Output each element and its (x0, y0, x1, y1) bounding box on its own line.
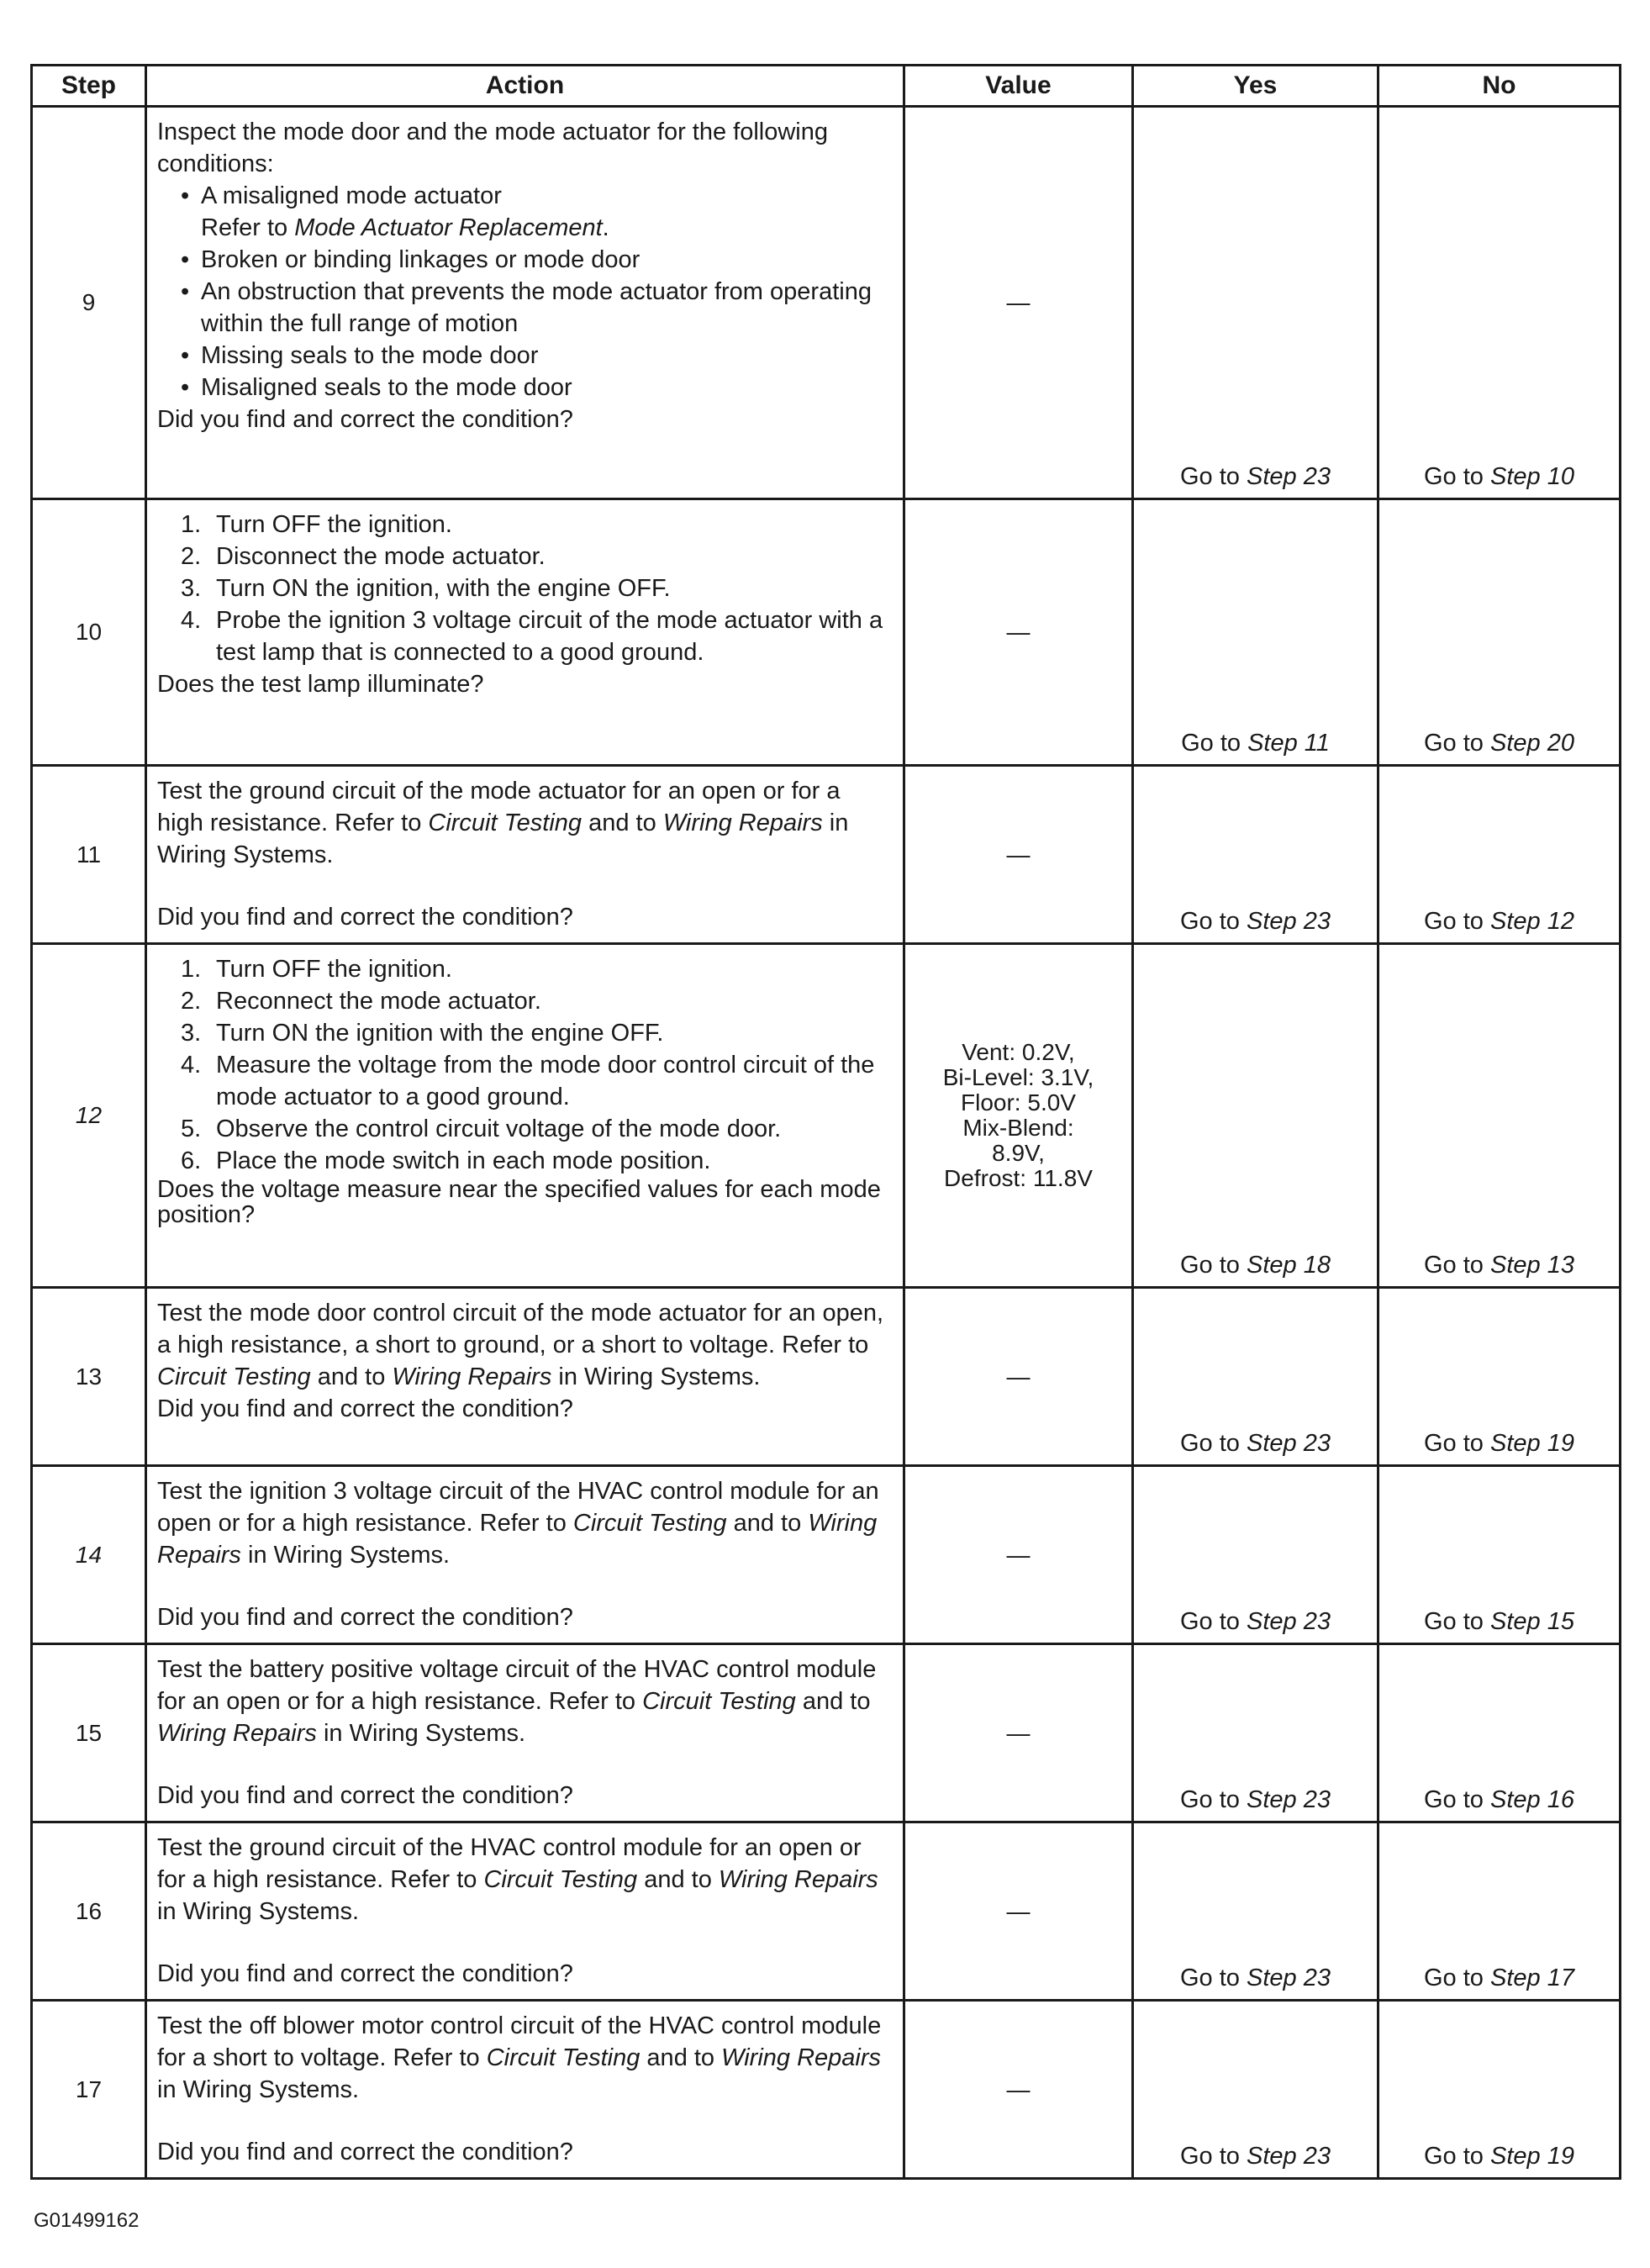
value-text: — (1006, 1897, 1031, 1924)
yes-cell: Go to Step 23 (1133, 1644, 1379, 1822)
list-item: 5. Observe the control circuit voltage of the mode door. (181, 1116, 782, 1142)
figure-code: G01499162 (34, 2209, 140, 2232)
no-cell: Go to Step 17 (1379, 1822, 1621, 2001)
value-cell (904, 1822, 1133, 2001)
procedure-list (157, 509, 893, 668)
list-item: • Broken or binding linkages or mode door (157, 244, 893, 276)
no-step-link: Step 19 (1490, 1430, 1574, 1457)
header-no: No (1379, 66, 1621, 107)
yes-cell: Go to Step 23 (1133, 107, 1379, 499)
spec-value-line: 8.9V, (992, 1140, 1045, 1166)
question-text: Did you find and correct the condition? (157, 2139, 573, 2165)
table-row (32, 1644, 1621, 1822)
list-item: 3. Turn ON the ignition, with the engine OFF. (181, 575, 671, 602)
spec-value-line: Bi-Level: 3.1V, (942, 1064, 1094, 1090)
yes-step-link: Step 23 (1247, 1786, 1331, 1813)
no-cell: Go to Step 10 (1379, 107, 1621, 499)
value-cell (904, 107, 1133, 499)
header-action: Action (146, 66, 904, 107)
no-step-link: Step 13 (1490, 1252, 1574, 1279)
header-yes: Yes (1133, 66, 1379, 107)
question-text: Does the voltage measure near the specified values for each mode position? (157, 1176, 881, 1228)
action-text: Test the ground circuit of the mode actuator for an open or for a high resistance. Refer to Circuit Testing and to Wiring Repairs in Wiring Systems. (157, 778, 849, 868)
question-text: Did you find and correct the condition? (157, 1960, 573, 1987)
action-cell (146, 1822, 904, 2001)
action-cell (146, 499, 904, 766)
question-text: Does the test lamp illuminate? (157, 671, 484, 698)
value-cell (904, 499, 1133, 766)
yes-step-link: Step 23 (1247, 2143, 1331, 2170)
no-cell: Go to Step 19 (1379, 2001, 1621, 2179)
table-row (32, 499, 1621, 766)
question-text: Did you find and correct the condition? (157, 406, 573, 433)
list-item: 1. Turn OFF the ignition. (181, 956, 452, 983)
action-text: Test the mode door control circuit of the mode actuator for an open, a high resistance, a short to ground, or a short to voltage. Refer to Circuit Testing and to Wiring Repairs in Wiring Systems. (157, 1300, 884, 1390)
list-item: 2. Disconnect the mode actuator. (181, 543, 546, 570)
no-step-link: Step 10 (1490, 463, 1574, 490)
action-text: Test the off blower motor control circuit of the HVAC control module for a short to voltage. Refer to Circuit Testing and to Wiring Repairs in Wiring Systems. (157, 2012, 882, 2103)
list-item: 3. Turn ON the ignition with the engine OFF. (181, 1020, 664, 1047)
no-step-link: Step 12 (1490, 908, 1574, 935)
yes-cell: Go to Step 23 (1133, 2001, 1379, 2179)
table-row (32, 944, 1621, 1288)
step-number: 10 (32, 499, 146, 766)
step-number: 12 (32, 944, 146, 1288)
yes-step-link: Step 23 (1247, 908, 1331, 935)
action-cell (146, 2001, 904, 2179)
list-item-reference: Refer to Mode Actuator Replacement. (201, 214, 609, 241)
action-cell (146, 1644, 904, 1822)
value-cell (904, 2001, 1133, 2179)
yes-step-link: Step 23 (1247, 1608, 1331, 1635)
spec-value-line: Floor: 5.0V (961, 1089, 1076, 1116)
no-cell: Go to Step 15 (1379, 1466, 1621, 1644)
yes-cell: Go to Step 23 (1133, 1822, 1379, 2001)
action-cell (146, 107, 904, 499)
yes-cell: Go to Step 23 (1133, 766, 1379, 944)
spec-value-line: Vent: 0.2V, (962, 1039, 1075, 1065)
list-item: 1. Turn OFF the ignition. (181, 511, 452, 538)
no-cell: Go to Step 12 (1379, 766, 1621, 944)
table-row (32, 2001, 1621, 2179)
step-number: 11 (32, 766, 146, 944)
header-row (32, 66, 1621, 107)
step-number: 17 (32, 2001, 146, 2179)
value-text: — (1006, 1541, 1031, 1568)
question-text: Did you find and correct the condition? (157, 904, 573, 931)
no-cell: Go to Step 13 (1379, 944, 1621, 1288)
table-row (32, 1466, 1621, 1644)
no-cell: Go to Step 16 (1379, 1644, 1621, 1822)
question-text: Did you find and correct the condition? (157, 1782, 573, 1809)
no-cell: Go to Step 20 (1379, 499, 1621, 766)
step-number: 14 (32, 1466, 146, 1644)
yes-cell: Go to Step 18 (1133, 944, 1379, 1288)
table-row (32, 766, 1621, 944)
value-cell (904, 766, 1133, 944)
action-text: Test the battery positive voltage circuit of the HVAC control module for an open or for a high resistance. Refer to Circuit Testing and to Wiring Repairs in Wiring Systems. (157, 1656, 877, 1747)
reference-link: Mode Actuator Replacement (294, 214, 603, 241)
header-value: Value (904, 66, 1133, 107)
step-number: 16 (32, 1822, 146, 2001)
no-step-link: Step 19 (1490, 2143, 1574, 2170)
table-row (32, 1822, 1621, 2001)
yes-cell: Go to Step 11 (1133, 499, 1379, 766)
diagnostic-table (30, 64, 1621, 2180)
no-step-link: Step 15 (1490, 1608, 1574, 1635)
diagnostic-table-sheet (30, 64, 1621, 2180)
list-item: • Misaligned seals to the mode door (157, 372, 893, 403)
list-item: 4. Probe the ignition 3 voltage circuit of the mode actuator with a test lamp that is connected to a good ground. (181, 607, 883, 666)
value-text: — (1006, 1719, 1031, 1746)
no-step-link: Step 17 (1490, 1965, 1574, 1991)
yes-cell: Go to Step 23 (1133, 1288, 1379, 1466)
spec-value-line: Mix-Blend: (962, 1115, 1074, 1141)
list-item: 4. Measure the voltage from the mode door control circuit of the mode actuator to a good ground. (181, 1052, 875, 1110)
step-number: 13 (32, 1288, 146, 1466)
question-text: Did you find and correct the condition? (157, 1604, 573, 1631)
list-item: • A misaligned mode actuator (157, 180, 893, 212)
value-cell (904, 944, 1133, 1288)
value-text: — (1006, 619, 1031, 645)
condition-list (157, 180, 893, 403)
action-cell (146, 1288, 904, 1466)
no-step-link: Step 20 (1490, 730, 1574, 757)
no-cell: Go to Step 19 (1379, 1288, 1621, 1466)
list-item: • An obstruction that prevents the mode actuator from operating within the full range of motion (157, 276, 893, 340)
value-text: — (1006, 289, 1031, 315)
list-item: 6. Place the mode switch in each mode position. (181, 1147, 711, 1174)
action-text: Inspect the mode door and the mode actuator for the following conditions: (157, 119, 828, 177)
yes-step-link: Step 23 (1247, 463, 1331, 490)
procedure-list (157, 953, 893, 1177)
step-number: 9 (32, 107, 146, 499)
yes-cell: Go to Step 23 (1133, 1466, 1379, 1644)
value-text: — (1006, 2075, 1031, 2102)
action-cell (146, 766, 904, 944)
header-step: Step (32, 66, 146, 107)
yes-step-link: Step 23 (1247, 1430, 1331, 1457)
yes-step-link: Step 18 (1247, 1252, 1331, 1279)
action-cell (146, 1466, 904, 1644)
value-text: — (1006, 841, 1031, 868)
no-step-link: Step 16 (1490, 1786, 1574, 1813)
value-text: — (1006, 1363, 1031, 1390)
action-cell (146, 944, 904, 1288)
question-text: Did you find and correct the condition? (157, 1395, 573, 1422)
yes-step-link: Step 23 (1247, 1965, 1331, 1991)
list-item: • Missing seals to the mode door (157, 340, 893, 372)
list-item: 2. Reconnect the mode actuator. (181, 988, 541, 1015)
value-cell (904, 1644, 1133, 1822)
step-number: 15 (32, 1644, 146, 1822)
spec-value-line: Defrost: 11.8V (944, 1165, 1093, 1191)
table-row (32, 1288, 1621, 1466)
value-cell (904, 1466, 1133, 1644)
action-text: Test the ground circuit of the HVAC control module for an open or for a high resistance. Refer to Circuit Testing and to Wiring Repairs in Wiring Systems. (157, 1834, 878, 1925)
value-cell (904, 1288, 1133, 1466)
action-text: Test the ignition 3 voltage circuit of the HVAC control module for an open or for a high resistance. Refer to Circuit Testing and to Wiring Repairs in Wiring Systems. (157, 1478, 879, 1569)
yes-step-link: Step 11 (1247, 730, 1330, 757)
table-row (32, 107, 1621, 499)
